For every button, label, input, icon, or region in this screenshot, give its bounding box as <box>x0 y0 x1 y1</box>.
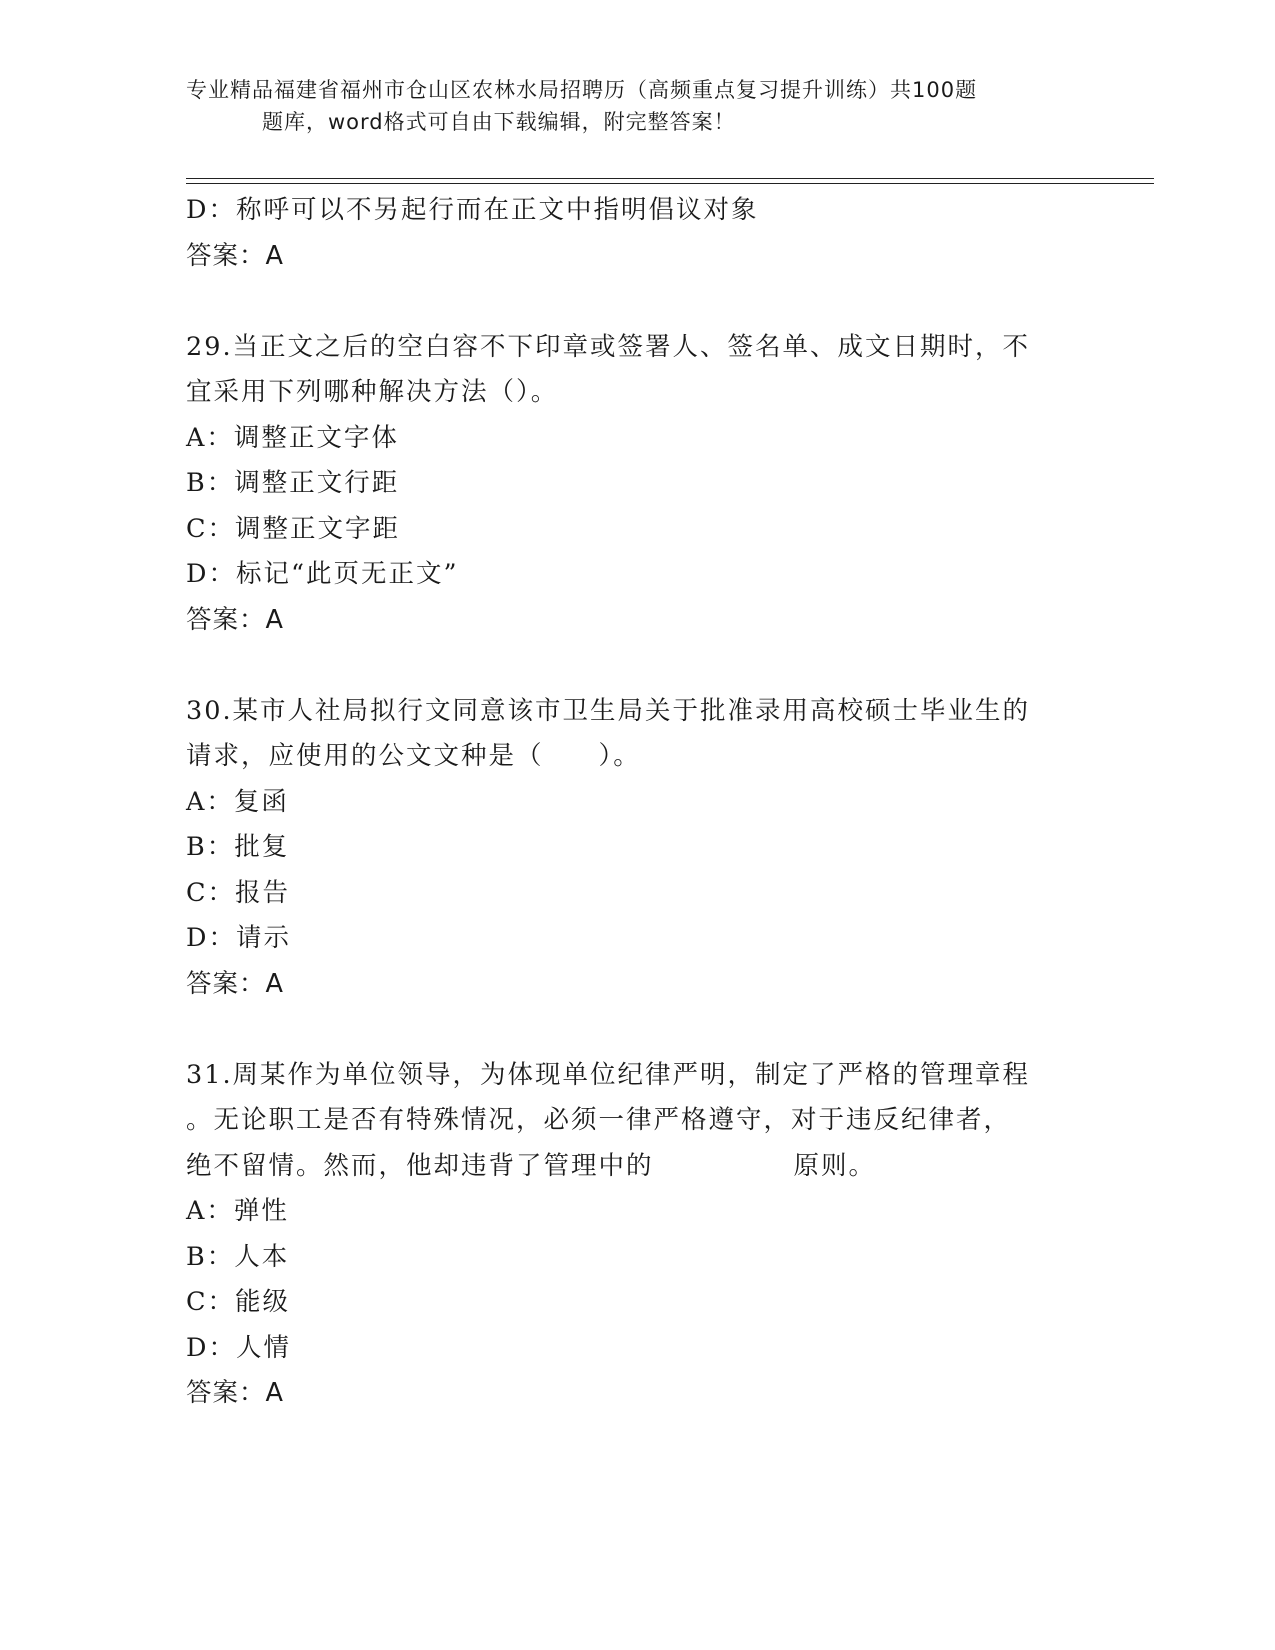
option-b: B：调整正文行距 <box>186 468 400 498</box>
option-d: D：人情 <box>186 1332 291 1363</box>
option-c: C：能级 <box>186 1287 291 1317</box>
answer: 答案：A <box>186 968 284 999</box>
prev-option-d: D：称呼可以不另起行而在正文中指明倡议对象 <box>186 195 759 225</box>
option-c: C：调整正文字距 <box>186 513 401 544</box>
header-divider-top <box>186 178 1154 179</box>
document-header <box>186 74 1086 138</box>
question-stem-with-blank <box>186 1144 1086 1190</box>
stem-before-blank: 绝不留情。然而，他却违背了管理中的 <box>186 1150 654 1181</box>
option-c: C：报告 <box>186 877 291 908</box>
question-stem: 30.某市人社局拟行文同意该市卫生局关于批准录用高校硕士毕业生的 <box>186 695 1031 726</box>
header-title-line2: 题库，word格式可自由下载编辑，附完整答案！ <box>262 110 736 134</box>
question-stem: 。无论职工是否有特殊情况，必须一律严格遵守，对于违反纪律者， <box>186 1105 1012 1135</box>
option-a: A：弹性 <box>186 1196 289 1226</box>
question-30 <box>186 689 1086 1008</box>
prev-answer: 答案：A <box>186 240 284 271</box>
option-d: D：标记“此页无正文” <box>186 559 459 589</box>
spacer <box>186 1007 1086 1053</box>
question-29 <box>186 325 1086 644</box>
header-title-line1: 专业精品福建省福州市仓山区农林水局招聘历（高频重点复习提升训练）共100题 <box>186 78 978 102</box>
document-body <box>186 188 1086 1417</box>
question-stem: 29.当正文之后的空白容不下印章或签署人、签名单、成文日期时，不 <box>186 331 1031 362</box>
answer: 答案：A <box>186 1378 284 1408</box>
question-stem: 宜采用下列哪种解决方法（）。 <box>186 377 559 407</box>
answer: 答案：A <box>186 604 284 635</box>
question-stem: 请求，应使用的公文文种是（ ）。 <box>186 741 641 771</box>
stem-after-blank: 原则。 <box>793 1150 877 1181</box>
option-b: B：批复 <box>186 832 290 862</box>
option-a: A：调整正文字体 <box>186 422 399 453</box>
question-31 <box>186 1053 1086 1417</box>
header-divider-bottom <box>186 183 1154 184</box>
spacer <box>186 279 1086 325</box>
option-b: B：人本 <box>186 1241 290 1272</box>
option-a: A：复函 <box>186 786 289 817</box>
spacer <box>186 643 1086 689</box>
option-d: D：请示 <box>186 923 291 953</box>
question-stem: 31.周某作为单位领导，为体现单位纪律严明，制定了严格的管理章程 <box>186 1059 1031 1090</box>
